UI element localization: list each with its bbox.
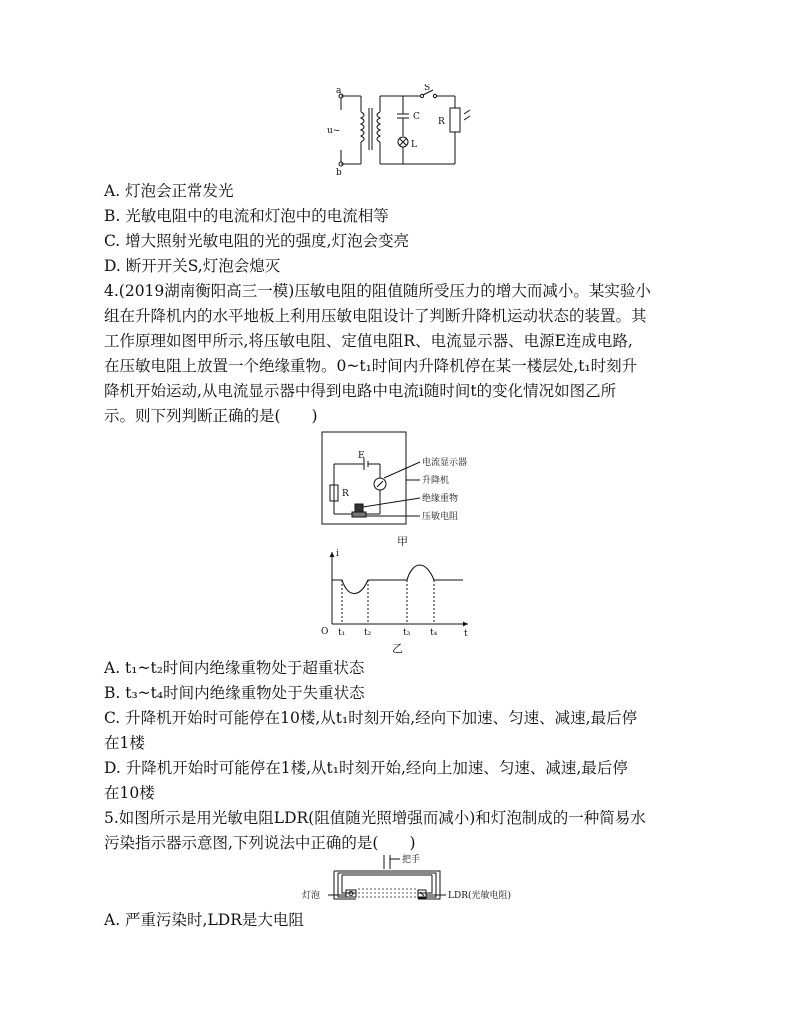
- water-pollution-indicator-figure: [300, 853, 520, 907]
- label-u: u~: [327, 126, 341, 136]
- q4-stem-line-4: 在压敏电阻上放置一个绝缘重物。0~t₁时间内升降机停在某一楼层处,t₁时刻升: [104, 357, 638, 375]
- q5-option-a: A. 严重污染时,LDR是大电阻: [104, 911, 304, 929]
- label-pressure-resistor: 压敏电阻: [422, 512, 459, 522]
- elevator-apparatus-figure: [320, 430, 490, 530]
- x-axis-label: t: [464, 629, 468, 639]
- q4-stem-line-3: 工作原理如图甲所示,将压敏电阻、定值电阻R、电流显示器、电源E连成电路,: [104, 332, 633, 350]
- label-a: a: [336, 86, 342, 96]
- q5-stem-line-2: 污染指示器示意图,下列说法中正确的是( ): [104, 834, 416, 852]
- q4-option-c-line-1: C. 升降机开始时可能停在10楼,从t₁时刻开始,经向下加速、匀速、减速,最后停: [104, 709, 638, 727]
- label-s: S: [424, 84, 431, 93]
- label-r-jia: R: [342, 489, 349, 499]
- q3-option-c: C. 增大照射光敏电阻的光的强度,灯泡会变亮: [104, 232, 410, 250]
- q4-option-a: A. t₁~t₂时间内绝缘重物处于超重状态: [104, 659, 365, 677]
- label-e: E: [358, 451, 365, 461]
- label-elevator: 升降机: [422, 476, 450, 486]
- origin-label: O: [321, 627, 329, 637]
- figure-jia-caption: 甲: [397, 535, 408, 548]
- q4-option-d-line-2: 在10楼: [104, 784, 155, 802]
- q4-stem-line-2: 组在升降机内的水平地板上利用压敏电阻设计了判断升降机运动状态的装置。其: [104, 307, 647, 325]
- q3-option-d: D. 断开开关S,灯泡会熄灭: [104, 257, 281, 275]
- figure-yi-caption: 乙: [392, 642, 403, 655]
- q4-stem-line-6: 示。则下列判断正确的是( ): [104, 407, 318, 425]
- label-b: b: [336, 168, 342, 176]
- tick-t4: t₄: [430, 628, 438, 638]
- q3-option-a: A. 灯泡会正常发光: [104, 182, 234, 200]
- label-l: L: [411, 140, 417, 150]
- label-current-display: 电流显示器: [422, 458, 468, 468]
- current-time-graph: [318, 548, 478, 640]
- q4-option-d-line-1: D. 升降机开始时可能停在1楼,从t₁时刻开始,经向上加速、匀速、减速,最后停: [104, 759, 628, 777]
- label-insulated-weight: 绝缘重物: [422, 494, 459, 504]
- label-c: C: [413, 112, 420, 122]
- tick-t3: t₃: [403, 628, 411, 638]
- q5-stem-line-1: 5.如图所示是用光敏电阻LDR(阻值随光照增强而减小)和灯泡制成的一种简易水: [104, 809, 646, 827]
- label-r: R: [438, 117, 445, 127]
- q4-option-c-line-2: 在1楼: [104, 734, 145, 752]
- y-axis-label: i: [336, 549, 339, 559]
- label-ldr: LDR(光敏电阻): [448, 891, 511, 901]
- q3-option-b: B. 光敏电阻中的电流和灯泡中的电流相等: [104, 207, 389, 225]
- label-handle: 把手: [402, 855, 421, 865]
- transformer-circuit-figure: [325, 84, 495, 176]
- q4-option-b: B. t₃~t₄时间内绝缘重物处于失重状态: [104, 684, 365, 702]
- q4-stem-line-1: 4.(2019湖南衡阳高三一模)压敏电阻的阻值随所受压力的增大而减小。某实验小: [104, 282, 651, 300]
- q4-stem-line-5: 降机开始运动,从电流显示器中得到电路中电流i随时间t的变化情况如图乙所: [104, 382, 617, 400]
- tick-t1: t₁: [338, 628, 346, 638]
- tick-t2: t₂: [364, 628, 372, 638]
- label-lamp: 灯泡: [302, 891, 321, 901]
